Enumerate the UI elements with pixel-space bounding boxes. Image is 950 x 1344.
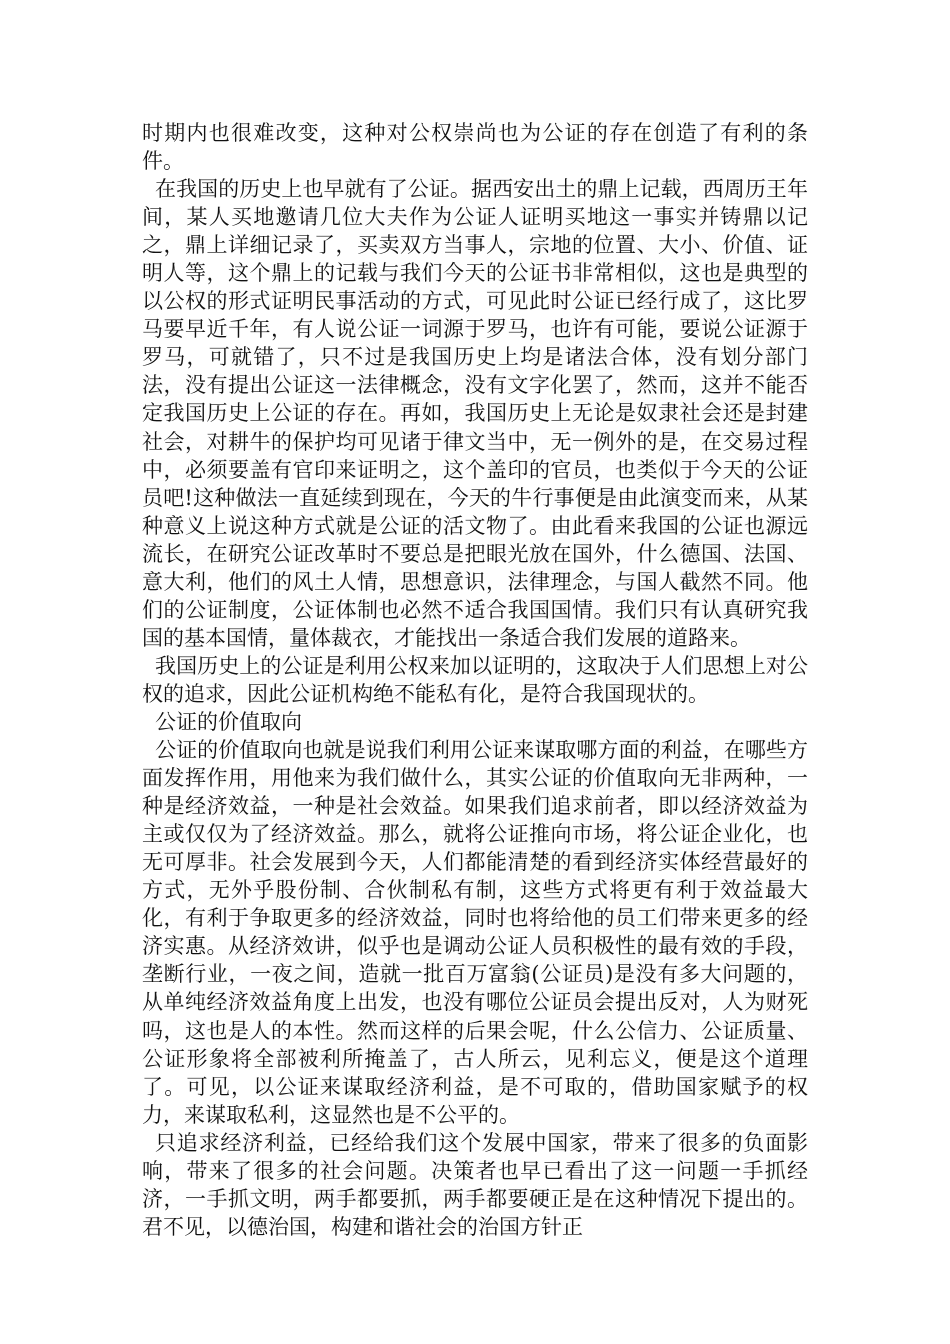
paragraph-public-power: 我国历史上的公证是利用公权来加以证明的，这取决于人们思想上对公权的追求，因此公证机构绝不能私有化，是符合我国现状的。 — [142, 653, 808, 706]
paragraph-continuation: 时期内也很难改变，这种对公权崇尚也为公证的存在创造了有利的条件。 — [142, 121, 808, 174]
document-page — [142, 119, 808, 1241]
section-heading: 公证的价值取向 — [155, 709, 302, 734]
paragraph-value-orientation: 公证的价值取向也就是说我们利用公证来谋取哪方面的利益，在哪些方面发挥作用，用他来为我们做什么，其实公证的价值取向无非两种，一种是经济效益，一种是社会效益。如果我们追求前者，即以经济效益为主或仅仅为了经济效益。那么，就将公证推向市场，将公证企业化，也无可厚非。社会发展到今天，人们都能清楚的看到经济实体经营最好的方式，无外乎股份制、合伙制私有制，这些方式将更有利于效益最大化，有利于争取更多的经济效益，同时也将给他的员工们带来更多的经济实惠。从经济效讲，似乎也是调动公证人员积极性的最有效的手段，垄断行业，一夜之间，造就一批百万富翁(公证员)是没有多大问题的，从单纯经济效益角度上出发，也没有哪位公证员会提出反对，人为财死吗，这也是人的本性。然而这样的后果会呢，什么公信力、公证质量、公证形象将全部被利所掩盖了，古人所云，见利忘义，便是这个道理了。可见，以公证来谋取经济利益，是不可取的，借助国家赋予的权力，来谋取私利，这显然也是不公平的。 — [142, 738, 808, 1127]
paragraph-economic-interest: 只追求经济利益，已经给我们这个发展中国家，带来了很多的负面影响，带来了很多的社会问题。决策者也早已看出了这一问题一手抓经济，一手抓文明，两手都要抓，两手都要硬正是在这种情况下提出的。君不见，以德治国，构建和谐社会的治国方针正 — [142, 1130, 808, 1239]
paragraph-history: 在我国的历史上也早就有了公证。据西安出土的鼎上记载，西周历王年间，某人买地邀请几位大夫作为公证人证明买地这一事实并铸鼎以记之，鼎上详细记录了，买卖双方当事人，宗地的位置、大小、价值、证明人等，这个鼎上的记载与我们今天的公证书非常相似，这也是典型的以公权的形式证明民事活动的方式，可见此时公证已经行成了，这比罗马要早近千年，有人说公证一词源于罗马，也许有可能，要说公证源于罗马，可就错了，只不过是我国历史上均是诸法合体，没有划分部门法，没有提出公证这一法律概念，没有文字化罢了，然而，这并不能否定我国历史上公证的存在。再如，我国历史上无论是奴隶社会还是封建社会，对耕牛的保护均可见诸于律文当中，无一例外的是，在交易过程中，必须要盖有官印来证明之，这个盖印的官员，也类似于今天的公证员吧!这种做法一直延续到现在，今天的牛行事便是由此演变而来，从某种意义上说这种方式就是公证的活文物了。由此看来我国的公证也源远流长，在研究公证改革时不要总是把眼光放在国外，什么德国、法国、意大利，他们的风土人情，思想意识，法律理念，与国人截然不同。他们的公证制度，公证体制也必然不适合我国国情。我们只有认真研究我国的基本国情，量体裁衣，才能找出一条适合我们发展的道路来。 — [142, 177, 808, 650]
